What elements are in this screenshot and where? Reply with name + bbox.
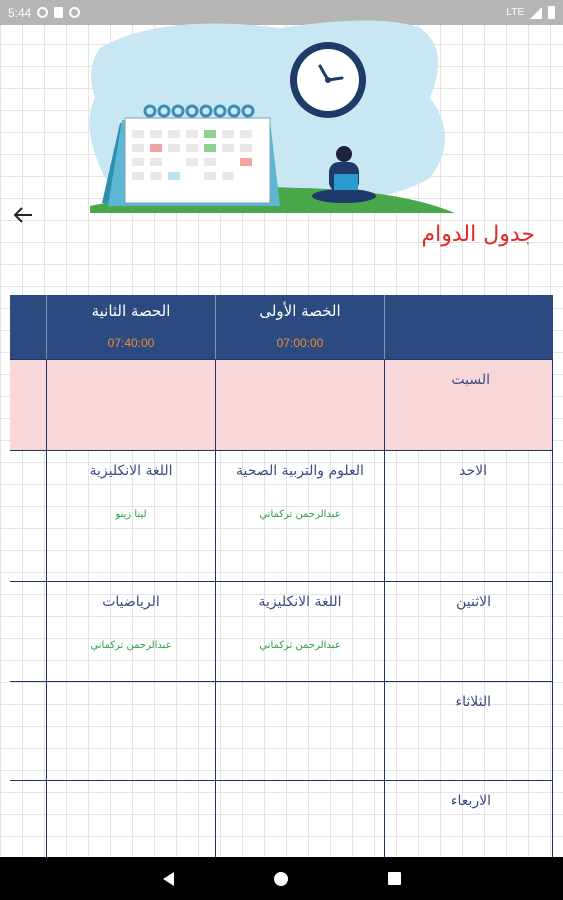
header-period-1 [215, 295, 384, 359]
table-row-monday[interactable] [10, 581, 553, 681]
arrow-left-icon [12, 204, 34, 226]
calendar-clock-person-illustration [80, 8, 460, 218]
teacher-name: عبدالرحمن تركماني [259, 640, 341, 651]
day-label-wednesday: الاربعاء [450, 793, 491, 809]
status-time: 5:44 [8, 5, 32, 20]
nav-home-icon[interactable] [274, 872, 288, 886]
subject-cell[interactable]: الرياضيات [102, 594, 160, 610]
table-row-tuesday[interactable] [10, 681, 553, 780]
table-divider [552, 359, 553, 857]
day-label-monday: الاثنين [456, 594, 491, 610]
header-day-column [384, 295, 553, 359]
battery-icon [548, 6, 555, 19]
teacher-name: عبدالرحمن تركماني [90, 640, 172, 651]
sim-card-icon [54, 7, 63, 18]
teacher-name: عبدالرحمن تركماني [259, 509, 341, 520]
header-period-2 [46, 295, 215, 359]
schedule-header-row [10, 295, 553, 359]
schedule-table [10, 295, 553, 857]
signal-icon [530, 7, 542, 19]
navigation-bar [0, 857, 563, 900]
day-label-saturday: السبت [451, 372, 490, 388]
network-type-label: LTE [506, 7, 524, 18]
subject-cell[interactable]: اللغة الانكليزية [258, 594, 342, 610]
day-label-sunday: الاحد [459, 463, 487, 479]
table-divider [215, 359, 216, 857]
teacher-name: لينا زينو [115, 509, 147, 520]
period-2-label: الحصة الثانية [91, 302, 171, 320]
data-saver-icon [69, 7, 80, 18]
period-2-time: 07:40:00 [107, 336, 155, 350]
table-row-sunday[interactable] [10, 450, 553, 581]
table-divider [384, 359, 385, 857]
table-divider [46, 359, 47, 857]
table-row-saturday[interactable] [10, 359, 553, 450]
page-title: جدول الدوام [421, 222, 535, 247]
period-1-time: 07:00:00 [276, 336, 324, 350]
nav-recents-icon[interactable] [388, 872, 401, 885]
table-row-wednesday[interactable] [10, 780, 553, 857]
subject-cell[interactable]: العلوم والتربية الصحية [236, 463, 364, 479]
subject-cell[interactable]: اللغة الانكليزية [89, 463, 173, 479]
back-button[interactable] [8, 200, 38, 230]
day-label-tuesday: الثلاثاء [455, 694, 491, 710]
nav-back-icon[interactable] [163, 872, 174, 886]
period-1-label: الخصة الأولى [259, 302, 341, 320]
settings-notification-icon [37, 7, 48, 18]
